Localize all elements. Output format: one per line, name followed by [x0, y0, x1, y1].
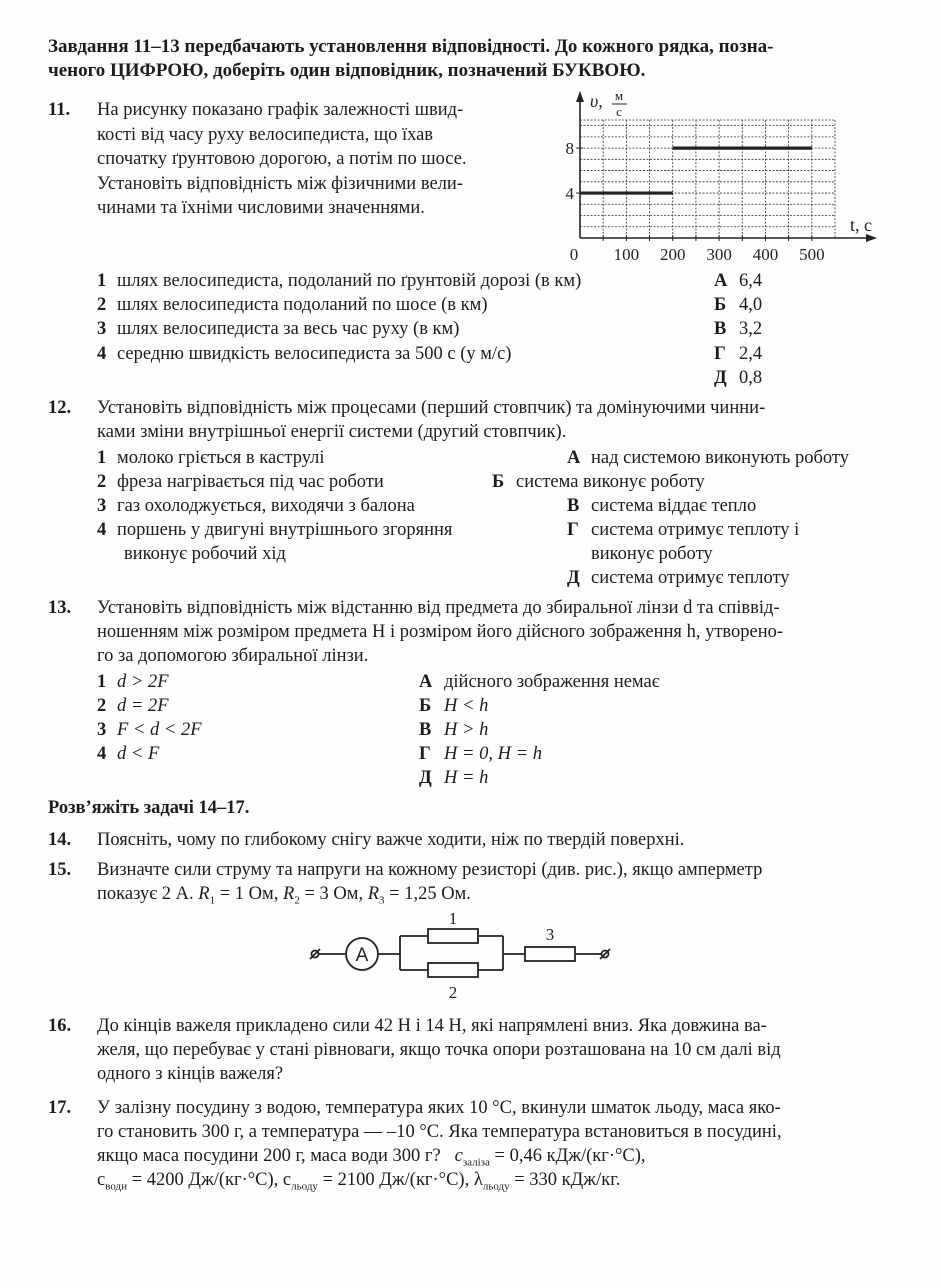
- resistor-3: [525, 947, 575, 961]
- instructions-line-2: ченого ЦИФРОЮ, доберіть один відповідник, позначений БУКВОЮ.: [48, 60, 646, 81]
- t11-right-b-text: 4,0: [739, 295, 763, 315]
- task-11-text-2: кості від часу руху велосипедиста, що їхав: [97, 125, 434, 145]
- t12-right-b-text: система виконує роботу: [516, 472, 705, 492]
- y-tick-label: 8: [565, 139, 574, 159]
- t13-right-a-text: дійсного зображення немає: [444, 672, 660, 692]
- t13-right-v-text: H > h: [444, 720, 489, 740]
- t11-left-3-num: 3: [97, 319, 107, 339]
- t12-right-g-letter: Г: [567, 520, 579, 540]
- t12-left-2-num: 2: [97, 472, 107, 492]
- task-15-text-2-pre: показує 2 А.: [97, 884, 194, 904]
- t11-left-1-num: 1: [97, 271, 107, 291]
- t11-right-v-letter: В: [714, 319, 727, 339]
- t12-right-d-text: система отримує теплоту: [591, 568, 790, 588]
- t12-right-v-text: система віддає тепло: [591, 496, 757, 516]
- c-ice-value: = 2100 Дж/(кг·°С),: [317, 1170, 470, 1190]
- r1-value: = 1 Ом,: [215, 884, 279, 904]
- t11-right-a-letter: А: [714, 271, 728, 291]
- circuit-diagram: [305, 908, 635, 1003]
- y-axis-unit-num: м: [614, 88, 624, 103]
- t11-right-v-text: 3,2: [739, 319, 763, 339]
- t11-right-g-text: 2,4: [739, 344, 763, 364]
- t13-left-2-num: 2: [97, 696, 107, 716]
- c-water-value: = 4200 Дж/(кг·°С),: [127, 1170, 279, 1190]
- task-14-text: Поясніть, чому по глибокому снігу важче ходити, ніж по твердій поверхні.: [97, 830, 685, 850]
- task-12-number: 12.: [48, 398, 72, 418]
- r3-value: = 1,25 Ом.: [384, 884, 471, 904]
- resistor-1-label: 1: [448, 909, 458, 928]
- task-17-number: 17.: [48, 1098, 72, 1118]
- t13-left-2-text: d = 2F: [117, 696, 169, 716]
- t13-right-d-text: H = h: [444, 768, 489, 788]
- task-16-number: 16.: [48, 1016, 72, 1036]
- t11-left-4-num: 4: [97, 344, 107, 364]
- task-13-number: 13.: [48, 598, 72, 618]
- task-16-text-2: желя, що перебуває у стані рівноваги, якщо точка опори розташована на 10 см далі від: [97, 1040, 781, 1060]
- t13-right-d-letter: Д: [419, 768, 432, 788]
- task-13-text-2: ношенням між розміром предмета H і розміром його дійсного зображення h, утворено-: [97, 622, 784, 642]
- instructions-line-1: Завдання 11–13 передбачають установлення відповідності. До кожного рядка, позна-: [48, 36, 774, 57]
- c-iron-symbol: c: [454, 1146, 463, 1166]
- y-axis-label: υ,: [590, 91, 603, 111]
- task-14-number: 14.: [48, 830, 72, 850]
- c-water-sub: води: [105, 1180, 128, 1193]
- t11-right-b-letter: Б: [714, 295, 727, 315]
- t12-right-a-letter: А: [567, 448, 581, 468]
- task-17-text-2: го становить 300 г, а температура — –10 °С. Яка температура встановиться в посудині,: [97, 1122, 782, 1142]
- task-11-text-4: Установіть відповідність між фізичними вели-: [97, 174, 463, 194]
- t12-left-4-text-cont: виконує робочий хід: [124, 544, 286, 564]
- task-12-text-2: ками зміни внутрішньої енергії системи (другий стовпчик).: [97, 422, 567, 442]
- lambda-symbol: λ: [473, 1170, 483, 1190]
- r3-symbol: R: [367, 884, 380, 904]
- task-17-text-4: [97, 1170, 620, 1193]
- r2-sub: 2: [294, 894, 300, 907]
- x-tick-label: 100: [613, 245, 640, 264]
- t13-left-3-num: 3: [97, 720, 107, 740]
- c-iron-value: = 0,46 кДж/(кг·°С),: [489, 1146, 646, 1166]
- task-11-text-3: спочатку ґрунтовою дорогою, а потім по шосе.: [97, 149, 467, 169]
- right-terminal: [600, 949, 610, 959]
- t12-left-1-num: 1: [97, 448, 107, 468]
- x-tick-label: 200: [659, 245, 686, 264]
- x-tick-label: 300: [706, 245, 732, 264]
- t11-left-3-text: шлях велосипедиста за весь час руху (в км): [117, 319, 460, 339]
- task-12-text-1: Установіть відповідність між процесами (перший стовпчик) та домінуючими чинни-: [97, 398, 766, 418]
- t12-right-g-text: система отримує теплоту і: [591, 520, 800, 540]
- task-17-text-3: [97, 1146, 646, 1169]
- task-11-number: 11.: [48, 100, 71, 120]
- task-17-text-3-main: якщо маса посудини 200 г, маса води 300 г?: [97, 1146, 441, 1166]
- t13-left-4-num: 4: [97, 744, 107, 764]
- resistor-2-label: 2: [448, 983, 458, 1002]
- task-13-text-3: го за допомогою збиральної лінзи.: [97, 646, 369, 666]
- y-axis-unit-den: с: [616, 104, 622, 119]
- t13-left-1-text: d > 2F: [117, 672, 169, 692]
- t13-left-1-num: 1: [97, 672, 107, 692]
- y-axis-arrow: [576, 91, 584, 102]
- lambda-value: = 330 кДж/кг.: [509, 1170, 621, 1190]
- r1-symbol: R: [198, 884, 210, 904]
- task-11-text-1: На рисунку показано графік залежності швид-: [97, 100, 464, 120]
- resistor-3-label: 3: [545, 925, 555, 944]
- t12-left-3-text: газ охолоджується, виходячи з балона: [117, 496, 415, 516]
- r2-value: = 3 Ом,: [299, 884, 364, 904]
- x-tick-label: 0: [569, 245, 579, 264]
- c-ice-sub: льоду: [291, 1180, 318, 1193]
- velocity-time-graph: [545, 85, 890, 270]
- ammeter-label: A: [355, 945, 369, 966]
- c-water-symbol: с: [97, 1170, 106, 1190]
- t11-left-1-text: шлях велосипедиста, подоланий по ґрунтовій дорозі (в км): [117, 271, 582, 291]
- task-15-number: 15.: [48, 860, 72, 880]
- r1-sub: 1: [209, 894, 216, 907]
- task-17-text-1: У залізну посудину з водою, температура яких 10 °С, вкинули шматок льоду, маса яко-: [97, 1098, 781, 1118]
- t12-left-2-text: фреза нагрівається під час роботи: [117, 472, 384, 492]
- t12-right-b-letter: Б: [492, 472, 505, 492]
- x-tick-label: 500: [799, 245, 825, 264]
- t11-right-d-letter: Д: [714, 368, 727, 388]
- task-15-text-2: [97, 884, 471, 907]
- x-axis-label: t, с: [850, 215, 872, 235]
- t12-right-v-letter: В: [567, 496, 580, 516]
- t12-left-4-num: 4: [97, 520, 107, 540]
- t11-right-g-letter: Г: [714, 344, 726, 364]
- t12-right-a-text: над системою виконують роботу: [591, 448, 849, 468]
- task-16-text-3: одного з кінців важеля?: [97, 1064, 284, 1084]
- t13-right-b-text: H < h: [444, 696, 489, 716]
- c-iron-sub: заліза: [462, 1156, 490, 1169]
- t13-left-3-text: F < d < 2F: [117, 720, 202, 740]
- t11-right-a-text: 6,4: [739, 271, 763, 291]
- t13-right-b-letter: Б: [419, 696, 432, 716]
- t12-left-4-text: поршень у двигуні внутрішнього згоряння: [117, 520, 453, 540]
- task-11-text-5: чинами та їхніми числовими значеннями.: [97, 198, 425, 218]
- t13-right-a-letter: А: [419, 672, 433, 692]
- task-13-text-1: Установіть відповідність між відстанню від предмета до збиральної лінзи d та співвід-: [97, 598, 780, 618]
- x-tick-label: 400: [752, 245, 779, 264]
- t12-left-3-num: 3: [97, 496, 107, 516]
- t12-right-g-text-cont: виконує роботу: [591, 544, 713, 564]
- graph-grid: [580, 120, 835, 238]
- task-16-text-1: До кінців важеля прикладено сили 42 Н і 14 Н, які напрямлені вниз. Яка довжина ва-: [97, 1016, 767, 1036]
- c-ice-symbol: с: [282, 1170, 292, 1190]
- t11-left-4-text: середню швидкість велосипедиста за 500 с (у м/с): [117, 344, 512, 364]
- task-15-text-1: Визначте сили струму та напруги на кожному резисторі (див. рис.), якщо амперметр: [97, 860, 763, 880]
- r3-sub: 3: [379, 894, 385, 907]
- t13-left-4-text: d < F: [117, 744, 160, 764]
- resistor-1: [428, 929, 478, 943]
- t13-right-v-letter: В: [419, 720, 432, 740]
- x-axis-arrow: [866, 234, 877, 242]
- section-heading: Розв’яжіть задачі 14–17.: [48, 798, 250, 818]
- r2-symbol: R: [283, 884, 295, 904]
- t11-left-2-num: 2: [97, 295, 107, 315]
- t12-left-1-text: молоко гріється в каструлі: [117, 448, 325, 468]
- y-tick-label: 4: [565, 184, 574, 204]
- t11-left-2-text: шлях велосипедиста подоланий по шосе (в км): [117, 295, 488, 315]
- t12-right-d-letter: Д: [567, 568, 580, 588]
- lambda-sub: льоду: [482, 1180, 510, 1193]
- t11-right-d-text: 0,8: [739, 368, 763, 388]
- resistor-2: [428, 963, 478, 977]
- t13-right-g-text: H = 0, H = h: [444, 744, 542, 764]
- t13-right-g-letter: Г: [419, 744, 431, 764]
